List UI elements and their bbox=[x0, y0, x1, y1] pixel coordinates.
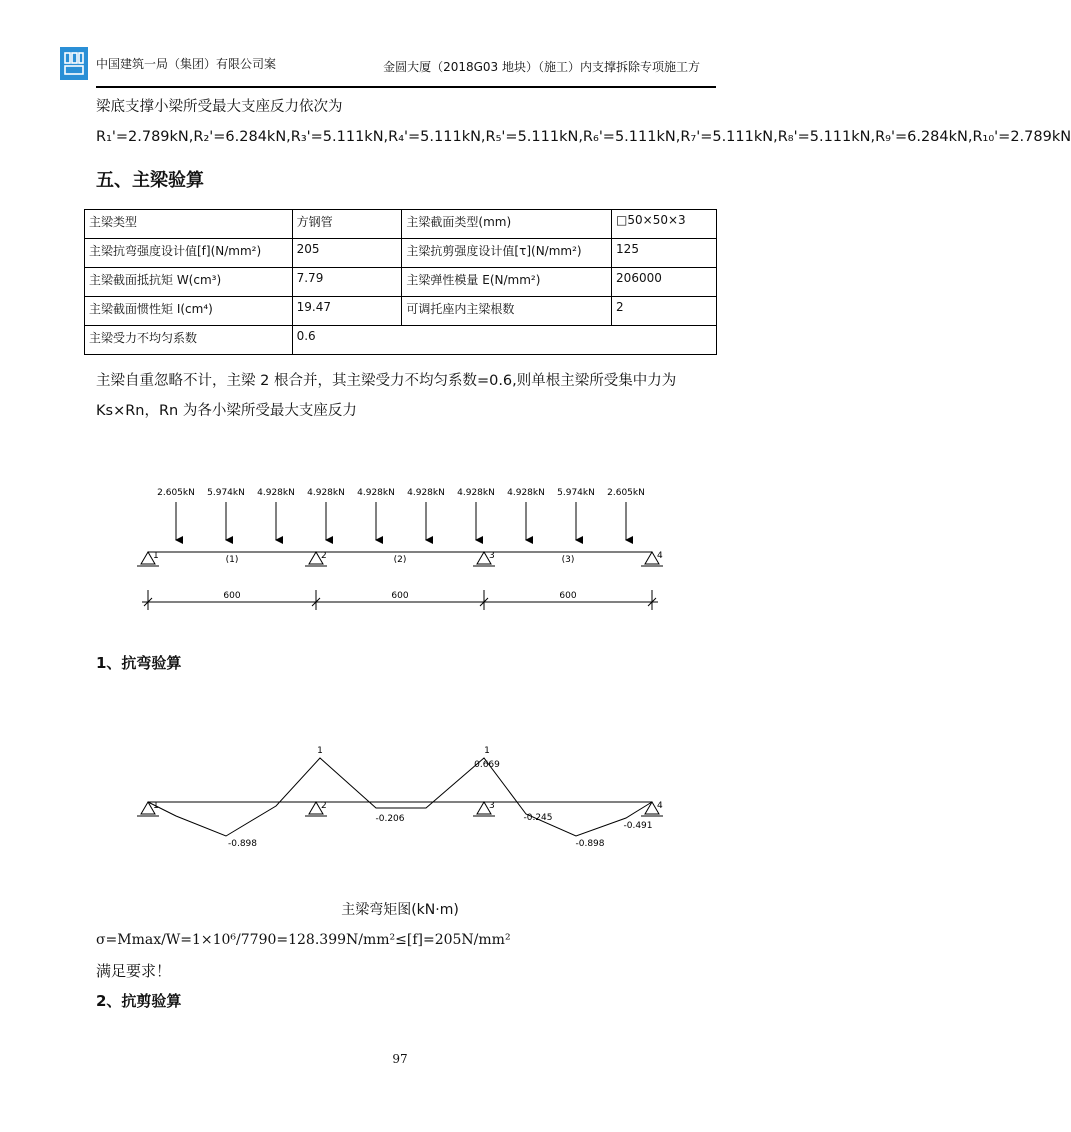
table-cell: 0.6 bbox=[292, 326, 716, 355]
load-label: 4.928kN bbox=[407, 488, 445, 498]
load-label: 4.928kN bbox=[257, 488, 295, 498]
moment-label: 1 bbox=[317, 746, 323, 756]
header-rule bbox=[96, 86, 716, 88]
moment-label: -0.898 bbox=[575, 839, 605, 849]
table-cell: 主梁截面抵抗矩 W(cm³) bbox=[85, 268, 293, 297]
load-label: 4.928kN bbox=[357, 488, 395, 498]
support-label: 3 bbox=[489, 801, 495, 811]
spec-table bbox=[84, 209, 717, 355]
support-label: 2 bbox=[321, 801, 327, 811]
section-title: 五、主梁验算 bbox=[96, 170, 204, 191]
header-project: 金圆大厦（2018G03 地块）（施工）内支撑拆除专项施工方 bbox=[383, 60, 700, 74]
table-cell: 可调托座内主梁根数 bbox=[402, 297, 612, 326]
span-label: (3) bbox=[561, 555, 575, 565]
support-label: 1 bbox=[153, 551, 159, 561]
moment-label: -0.491 bbox=[623, 821, 653, 831]
table-cell: 7.79 bbox=[292, 268, 402, 297]
table-row bbox=[85, 210, 717, 239]
support-label: 3 bbox=[489, 551, 495, 561]
load-paragraph: 主梁自重忽略不计，主梁 2 根合并，其主梁受力不均匀系数=0.6,则单根主梁所受集中力为 Ks×Rn，Rn 为各小梁所受最大支座反力 bbox=[96, 373, 677, 419]
moment-label: 0.669 bbox=[474, 760, 500, 770]
table-cell: 方钢管 bbox=[292, 210, 402, 239]
bending-formula: σ=Mmax/W=1×10⁶/7790=128.399N/mm²≤[f]=205N/mm² bbox=[96, 932, 511, 948]
support-label: 4 bbox=[657, 801, 663, 811]
moment-label: -0.898 bbox=[228, 839, 258, 849]
table-cell: 206000 bbox=[612, 268, 717, 297]
moment-curve bbox=[148, 758, 652, 836]
span-label: (2) bbox=[393, 555, 407, 565]
table-cell: 主梁抗剪强度设计值[τ](N/mm²) bbox=[402, 239, 612, 268]
dimension-label: 600 bbox=[223, 591, 241, 601]
table-row bbox=[85, 268, 717, 297]
page-number: 97 bbox=[392, 1052, 408, 1066]
dimension-label: 600 bbox=[559, 591, 577, 601]
load-diagram bbox=[120, 478, 680, 618]
subsection-title-shear: 2、抗剪验算 bbox=[96, 992, 182, 1010]
table-row bbox=[85, 239, 717, 268]
moment-caption: 主梁弯矩图(kN·m) bbox=[341, 902, 459, 918]
load-label: 5.974kN bbox=[557, 488, 595, 498]
load-label: 4.928kN bbox=[507, 488, 545, 498]
moment-label: -0.245 bbox=[523, 813, 553, 823]
company-logo bbox=[60, 47, 88, 80]
table-cell: 主梁弹性模量 E(N/mm²) bbox=[402, 268, 612, 297]
table-cell: 19.47 bbox=[292, 297, 402, 326]
table-cell: 主梁截面惯性矩 I(cm⁴) bbox=[85, 297, 293, 326]
load-label: 2.605kN bbox=[157, 488, 195, 498]
table-row bbox=[85, 297, 717, 326]
table-cell: 205 bbox=[292, 239, 402, 268]
load-label: 5.974kN bbox=[207, 488, 245, 498]
table-cell: 2 bbox=[612, 297, 717, 326]
support-label: 2 bbox=[321, 551, 327, 561]
moment-diagram bbox=[120, 740, 680, 860]
subsection-title-bending: 1、抗弯验算 bbox=[96, 654, 182, 672]
moment-label: -0.206 bbox=[375, 814, 405, 824]
table-cell: 主梁抗弯强度设计值[f](N/mm²) bbox=[85, 239, 293, 268]
header-company: 中国建筑一局（集团）有限公司案 bbox=[96, 57, 277, 71]
table-cell: 主梁受力不均匀系数 bbox=[85, 326, 293, 355]
check-result: 满足要求！ bbox=[96, 962, 172, 980]
load-label: 4.928kN bbox=[307, 488, 345, 498]
intro-paragraph: 梁底支撑小梁所受最大支座反力依次为 R₁'=2.789kN,R₂'=6.284kN,R₃'=5.111kN,R₄'=5.111kN,R₅'=5.111kN,R₆'=5.111kN,R₇'=5.111kN,R₈'=5.111kN,R₉'=6.284kN,R₁₀'=2.789kN bbox=[96, 99, 1071, 145]
moment-label: 1 bbox=[484, 746, 490, 756]
table-cell: 125 bbox=[612, 239, 717, 268]
table-row bbox=[85, 326, 717, 355]
table-cell: 主梁截面类型(mm) bbox=[402, 210, 612, 239]
table-cell: 主梁类型 bbox=[85, 210, 293, 239]
dimension-label: 600 bbox=[391, 591, 409, 601]
load-label: 2.605kN bbox=[607, 488, 645, 498]
support-label: 4 bbox=[657, 551, 663, 561]
support-label: 1 bbox=[153, 801, 159, 811]
span-label: (1) bbox=[225, 555, 239, 565]
table-cell: □50×50×3 bbox=[612, 210, 717, 239]
load-arrows bbox=[176, 502, 626, 540]
load-label: 4.928kN bbox=[457, 488, 495, 498]
